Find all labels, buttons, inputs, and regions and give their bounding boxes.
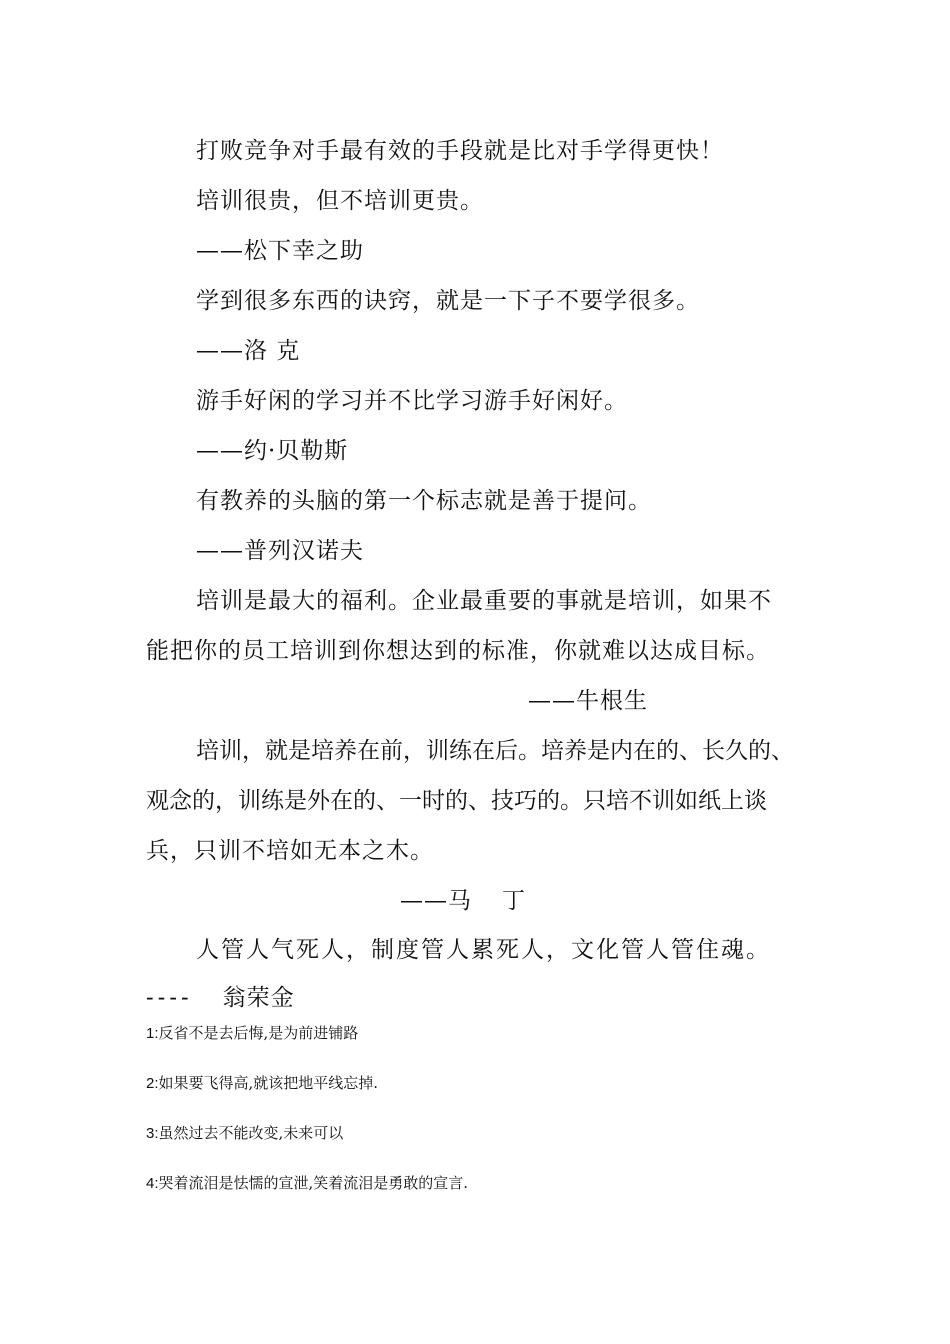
attribution-7-suffix: 丁 [502, 888, 526, 914]
attribution-6: ——牛根生 [528, 688, 648, 714]
quote-5: 有教养的头脑的第一个标志就是善于提问。 [196, 488, 652, 514]
attribution-8-dashes: ---- [146, 984, 193, 1010]
list-item [146, 1172, 468, 1195]
list-item [146, 1122, 343, 1145]
quote-7-line-1: 培训，就是培养在前，训练在后。培养是内在的、长久的、 [196, 738, 794, 764]
quote-2: 培训很贵，但不培训更贵。 [196, 188, 484, 214]
list-item-number: 4: [146, 1175, 159, 1192]
attribution-8-name: 翁荣金 [222, 985, 295, 1011]
list-item [146, 1072, 378, 1095]
quote-6-line-1: 培训是最大的福利。企业最重要的事就是培训，如果不 [196, 588, 772, 614]
attribution-5: ——普列汉诺夫 [196, 538, 364, 564]
quote-3: 学到很多东西的诀窍，就是一下子不要学很多。 [196, 288, 700, 314]
list-item-text: 反省不是去后悔,是为前进铺路 [158, 1024, 359, 1042]
list-item [146, 1022, 358, 1045]
quote-4: 游手好闲的学习并不比学习游手好闲好。 [196, 388, 628, 414]
attribution-4: ——约·贝勒斯 [196, 438, 349, 464]
attribution-3: ——洛 克 [196, 338, 301, 364]
quote-6-line-2: 能把你的员工培训到你想达到的标准，你就难以达成目标。 [146, 638, 770, 664]
quote-7-line-2: 观念的，训练是外在的、一时的、技巧的。只培不训如纸上谈 [146, 788, 767, 814]
list-item-number: 1: [146, 1025, 159, 1042]
attribution-7-prefix: ——马 [400, 888, 472, 914]
list-item-text: 虽然过去不能改变,未来可以 [158, 1124, 344, 1142]
quote-8: 人管人气死人，制度管人累死人，文化管人管住魂。 [196, 937, 771, 963]
list-item-text: 如果要飞得高,就该把地平线忘掉. [158, 1074, 379, 1092]
list-item-text: 哭着流泪是怯懦的宣泄,笑着流泪是勇敢的宣言. [158, 1174, 469, 1192]
list-item-number: 2: [146, 1075, 159, 1092]
attribution-8 [146, 982, 295, 1013]
attribution-2: ——松下幸之助 [196, 238, 364, 264]
list-item-number: 3: [146, 1125, 159, 1142]
quote-7-line-3: 兵，只训不培如无本之木。 [146, 838, 434, 864]
quote-1: 打败竞争对手最有效的手段就是比对手学得更快！ [196, 138, 724, 164]
attribution-7 [400, 886, 526, 916]
